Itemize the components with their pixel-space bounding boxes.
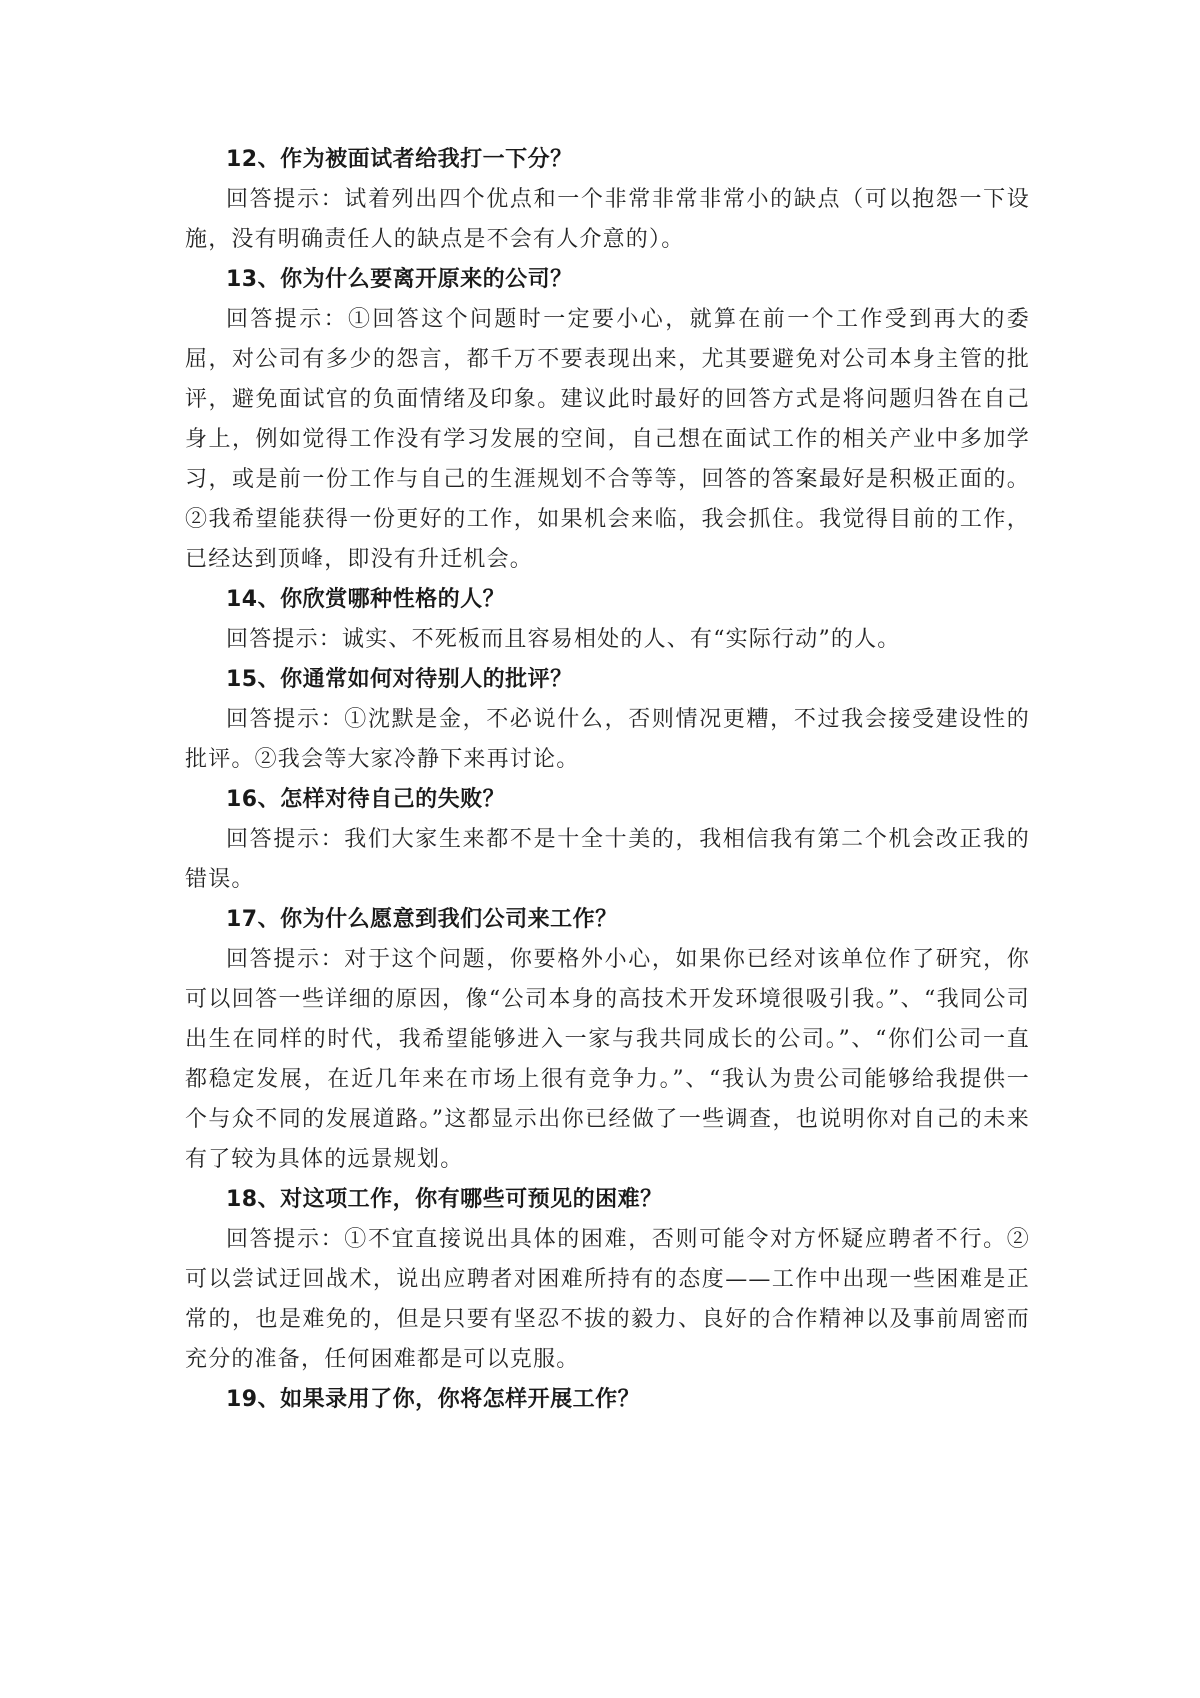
qa-item-18 (185, 1180, 1030, 1380)
qa-item-15 (185, 660, 1030, 780)
question-heading: 16、怎样对待自己的失败？ (226, 787, 506, 812)
qa-item-16 (185, 780, 1030, 900)
answer-paragraph: 回答提示：①沈默是金，不必说什么，否则情况更糟，不过我会接受建设性的批评。②我会等大家冷静下来再讨论。 (185, 707, 1030, 772)
question-heading: 19、如果录用了你，你将怎样开展工作？ (226, 1387, 641, 1412)
answer-paragraph: 回答提示：试着列出四个优点和一个非常非常非常小的缺点（可以抱怨一下设施，没有明确责任人的缺点是不会有人介意的）。 (185, 187, 1030, 252)
question-heading: 18、对这项工作，你有哪些可预见的困难？ (226, 1187, 663, 1212)
answer-paragraph: 回答提示：①不宜直接说出具体的困难，否则可能令对方怀疑应聘者不行。②可以尝试迂回战术，说出应聘者对困难所持有的态度——工作中出现一些困难是正常的，也是难免的，但是只要有坚忍不拔的毅力、良好的合作精神以及事前周密而充分的准备，任何困难都是可以克服。 (185, 1227, 1030, 1372)
question-heading: 14、你欣赏哪种性格的人？ (226, 587, 506, 612)
answer-paragraph: 回答提示：我们大家生来都不是十全十美的，我相信我有第二个机会改正我的错误。 (185, 827, 1030, 892)
question-heading: 12、作为被面试者给我打一下分？ (226, 147, 573, 172)
qa-item-19 (185, 1380, 1030, 1420)
answer-paragraph: 回答提示：对于这个问题，你要格外小心，如果你已经对该单位作了研究，你可以回答一些详细的原因，像“公司本身的高技术开发环境很吸引我。”、“我同公司出生在同样的时代，我希望能够进入一家与我共同成长的公司。”、“你们公司一直都稳定发展，在近几年来在市场上很有竞争力。”、“我认为贵公司能够给我提供一个与众不同的发展道路。”这都显示出你已经做了一些调查，也说明你对自己的未来有了较为具体的远景规划。 (185, 947, 1030, 1172)
qa-item-14 (185, 580, 1030, 660)
answer-paragraph: 回答提示：①回答这个问题时一定要小心，就算在前一个工作受到再大的委屈，对公司有多少的怨言，都千万不要表现出来，尤其要避免对公司本身主管的批评，避免面试官的负面情绪及印象。建议此时最好的回答方式是将问题归咎在自己身上，例如觉得工作没有学习发展的空间，自己想在面试工作的相关产业中多加学习，或是前一份工作与自己的生涯规划不合等等，回答的答案最好是积极正面的。②我希望能获得一份更好的工作，如果机会来临，我会抓住。我觉得目前的工作，已经达到顶峰，即没有升迁机会。 (185, 307, 1030, 572)
question-heading: 15、你通常如何对待别人的批评？ (226, 667, 573, 692)
answer-paragraph: 回答提示：诚实、不死板而且容易相处的人、有“实际行动”的人。 (226, 627, 901, 652)
qa-item-13 (185, 260, 1030, 580)
question-heading: 17、你为什么愿意到我们公司来工作？ (226, 907, 618, 932)
qa-item-12 (185, 140, 1030, 260)
document-page (185, 140, 1030, 1420)
qa-item-17 (185, 900, 1030, 1180)
question-heading: 13、你为什么要离开原来的公司？ (226, 267, 573, 292)
